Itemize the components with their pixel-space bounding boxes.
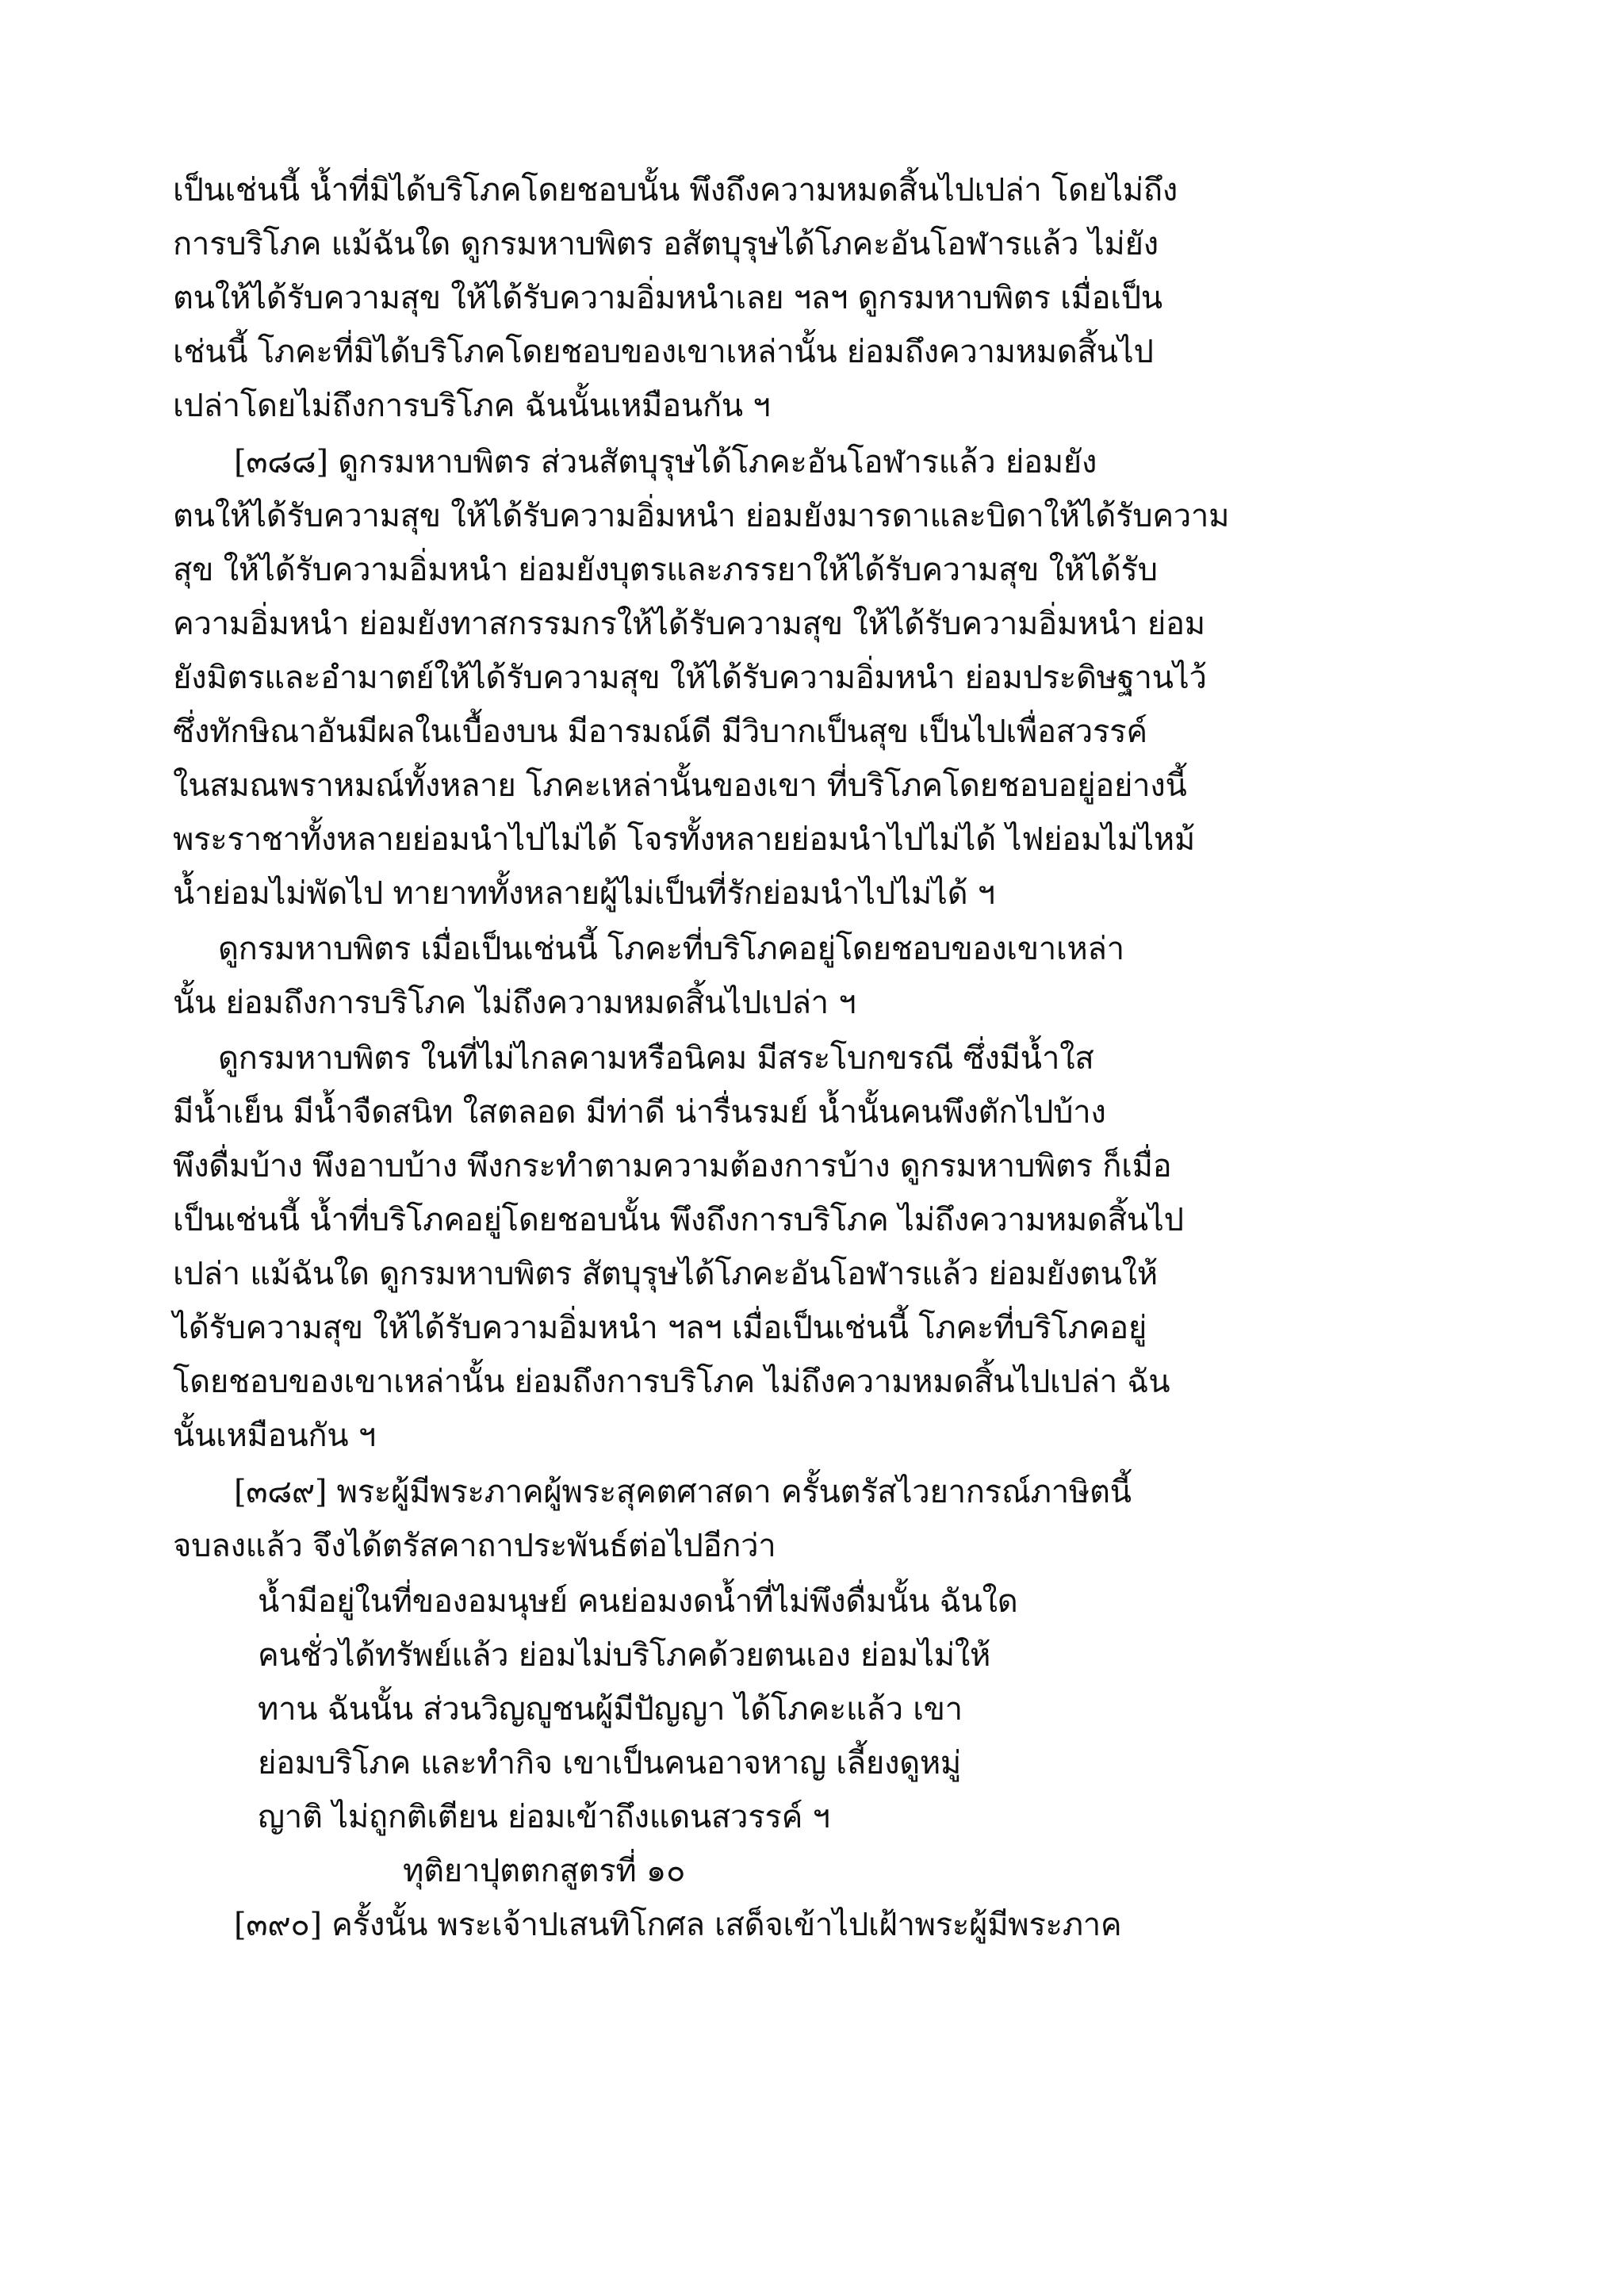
- text-line: เป็นเช่นนี้ น้ำที่มิได้บริโภคโดยชอบนั้น พึงถึงความหมดสิ้นไปเปล่า โดยไม่ถึง: [173, 172, 1178, 209]
- text-line: จบลงแล้ว จึงได้ตรัสคาถาประพันธ์ต่อไปอีกว่า: [173, 1528, 776, 1564]
- text-line: เปล่าโดยไม่ถึงการบริโภค ฉันนั้นเหมือนกัน ฯ: [173, 388, 771, 424]
- verse-line: ย่อมบริโภค และทำกิจ เขาเป็นคนอาจหาญ เลี้ยงดูหมู่: [258, 1745, 961, 1781]
- text-line: พึงดื่มบ้าง พึงอาบบ้าง พึงกระทำตามความต้องการบ้าง ดูกรมหาบพิตร ก็เมื่อ: [173, 1148, 1172, 1184]
- text-line: นั้นเหมือนกัน ฯ: [173, 1418, 376, 1454]
- verse-line: ญาติ ไม่ถูกติเตียน ย่อมเข้าถึงแดนสวรรค์ ฯ: [258, 1799, 830, 1835]
- paragraph-number-389: [๓๘๙] พระผู้มีพระภาคผู้พระสุคตศาสดา ครั้นตรัสไวยากรณ์ภาษิตนี้: [234, 1474, 1132, 1510]
- text-line: นั้น ย่อมถึงการบริโภค ไม่ถึงความหมดสิ้นไปเปล่า ฯ: [173, 985, 856, 1021]
- text-line: เป็นเช่นนี้ น้ำที่บริโภคอยู่โดยชอบนั้น พึงถึงการบริโภค ไม่ถึงความหมดสิ้นไป: [173, 1202, 1184, 1238]
- text-line: พระราชาทั้งหลายย่อมนำไปไม่ได้ โจรทั้งหลายย่อมนำไปไม่ได้ ไฟย่อมไม่ไหม้: [173, 821, 1195, 858]
- text-line: ซึ่งทักษิณาอันมีผลในเบื้องบน มีอารมณ์ดี มีวิบากเป็นสุข เป็นไปเพื่อสวรรค์: [173, 714, 1147, 750]
- text-line: การบริโภค แม้ฉันใด ดูกรมหาบพิตร อสัตบุรุษได้โภคะอันโอฬารแล้ว ไม่ยัง: [173, 226, 1159, 262]
- text-line: ได้รับความสุข ให้ได้รับความอิ่มหนำ ฯลฯ เมื่อเป็นเช่นนี้ โภคะที่บริโภคอยู่: [173, 1310, 1147, 1346]
- text-line: ตนให้ได้รับความสุข ให้ได้รับความอิ่มหนำ ย่อมยังมารดาและบิดาให้ได้รับความ: [173, 498, 1230, 534]
- verse-line: ทาน ฉันนั้น ส่วนวิญญูชนผู้มีปัญญา ได้โภคะแล้ว เขา: [258, 1691, 963, 1728]
- text-line: มีน้ำเย็น มีน้ำจืดสนิท ใสตลอด มีท่าดี น่ารื่นรมย์ น้ำนั้นคนพึงตักไปบ้าง: [173, 1094, 1106, 1131]
- text-line: เปล่า แม้ฉันใด ดูกรมหาบพิตร สัตบุรุษได้โภคะอันโอฬารแล้ว ย่อมยังตนให้: [173, 1256, 1158, 1292]
- text-line: สุข ให้ได้รับความอิ่มหนำ ย่อมยังบุตรและภรรยาให้ได้รับความสุข ให้ได้รับ: [173, 552, 1158, 588]
- text-line: ดูกรมหาบพิตร ในที่ไม่ไกลคามหรือนิคม มีสระโบกขรณี ซึ่งมีน้ำใส: [218, 1040, 1094, 1077]
- paragraph-number-388: [๓๘๘] ดูกรมหาบพิตร ส่วนสัตบุรุษได้โภคะอันโอฬารแล้ว ย่อมยัง: [234, 444, 1097, 480]
- verse-line: น้ำมีอยู่ในที่ของอมนุษย์ คนย่อมงดน้ำที่ไม่พึงดื่มนั้น ฉันใด: [258, 1583, 1018, 1620]
- text-line: เช่นนี้ โภคะที่มิได้บริโภคโดยชอบของเขาเหล่านั้น ย่อมถึงความหมดสิ้นไป: [173, 334, 1154, 370]
- text-line: ในสมณพราหมณ์ทั้งหลาย โภคะเหล่านั้นของเขา ที่บริโภคโดยชอบอยู่อย่างนี้: [173, 767, 1187, 804]
- sutta-heading: ทุติยาปุตตกสูตรที่ ๑๐: [403, 1853, 686, 1889]
- text-line: โดยชอบของเขาเหล่านั้น ย่อมถึงการบริโภค ไม่ถึงความหมดสิ้นไปเปล่า ฉัน: [173, 1364, 1170, 1400]
- text-line: ความอิ่มหนำ ย่อมยังทาสกรรมกรให้ได้รับความสุข ให้ได้รับความอิ่มหนำ ย่อม: [173, 606, 1205, 642]
- text-line: ยังมิตรและอำมาตย์ให้ได้รับความสุข ให้ได้รับความอิ่มหนำ ย่อมประดิษฐานไว้: [173, 660, 1207, 696]
- paragraph-number-390: [๓๙๐] ครั้งนั้น พระเจ้าปเสนทิโกศล เสด็จเข้าไปเฝ้าพระผู้มีพระภาค: [234, 1907, 1122, 1943]
- text-line: ตนให้ได้รับความสุข ให้ได้รับความอิ่มหนำเลย ฯลฯ ดูกรมหาบพิตร เมื่อเป็น: [173, 280, 1162, 316]
- text-line: น้ำย่อมไม่พัดไป ทายาททั้งหลายผู้ไม่เป็นที่รักย่อมนำไปไม่ได้ ฯ: [173, 875, 995, 912]
- verse-line: คนชั่วได้ทรัพย์แล้ว ย่อมไม่บริโภคด้วยตนเอง ย่อมไม่ให้: [258, 1637, 991, 1674]
- text-line: ดูกรมหาบพิตร เมื่อเป็นเช่นนี้ โภคะที่บริโภคอยู่โดยชอบของเขาเหล่า: [218, 931, 1124, 967]
